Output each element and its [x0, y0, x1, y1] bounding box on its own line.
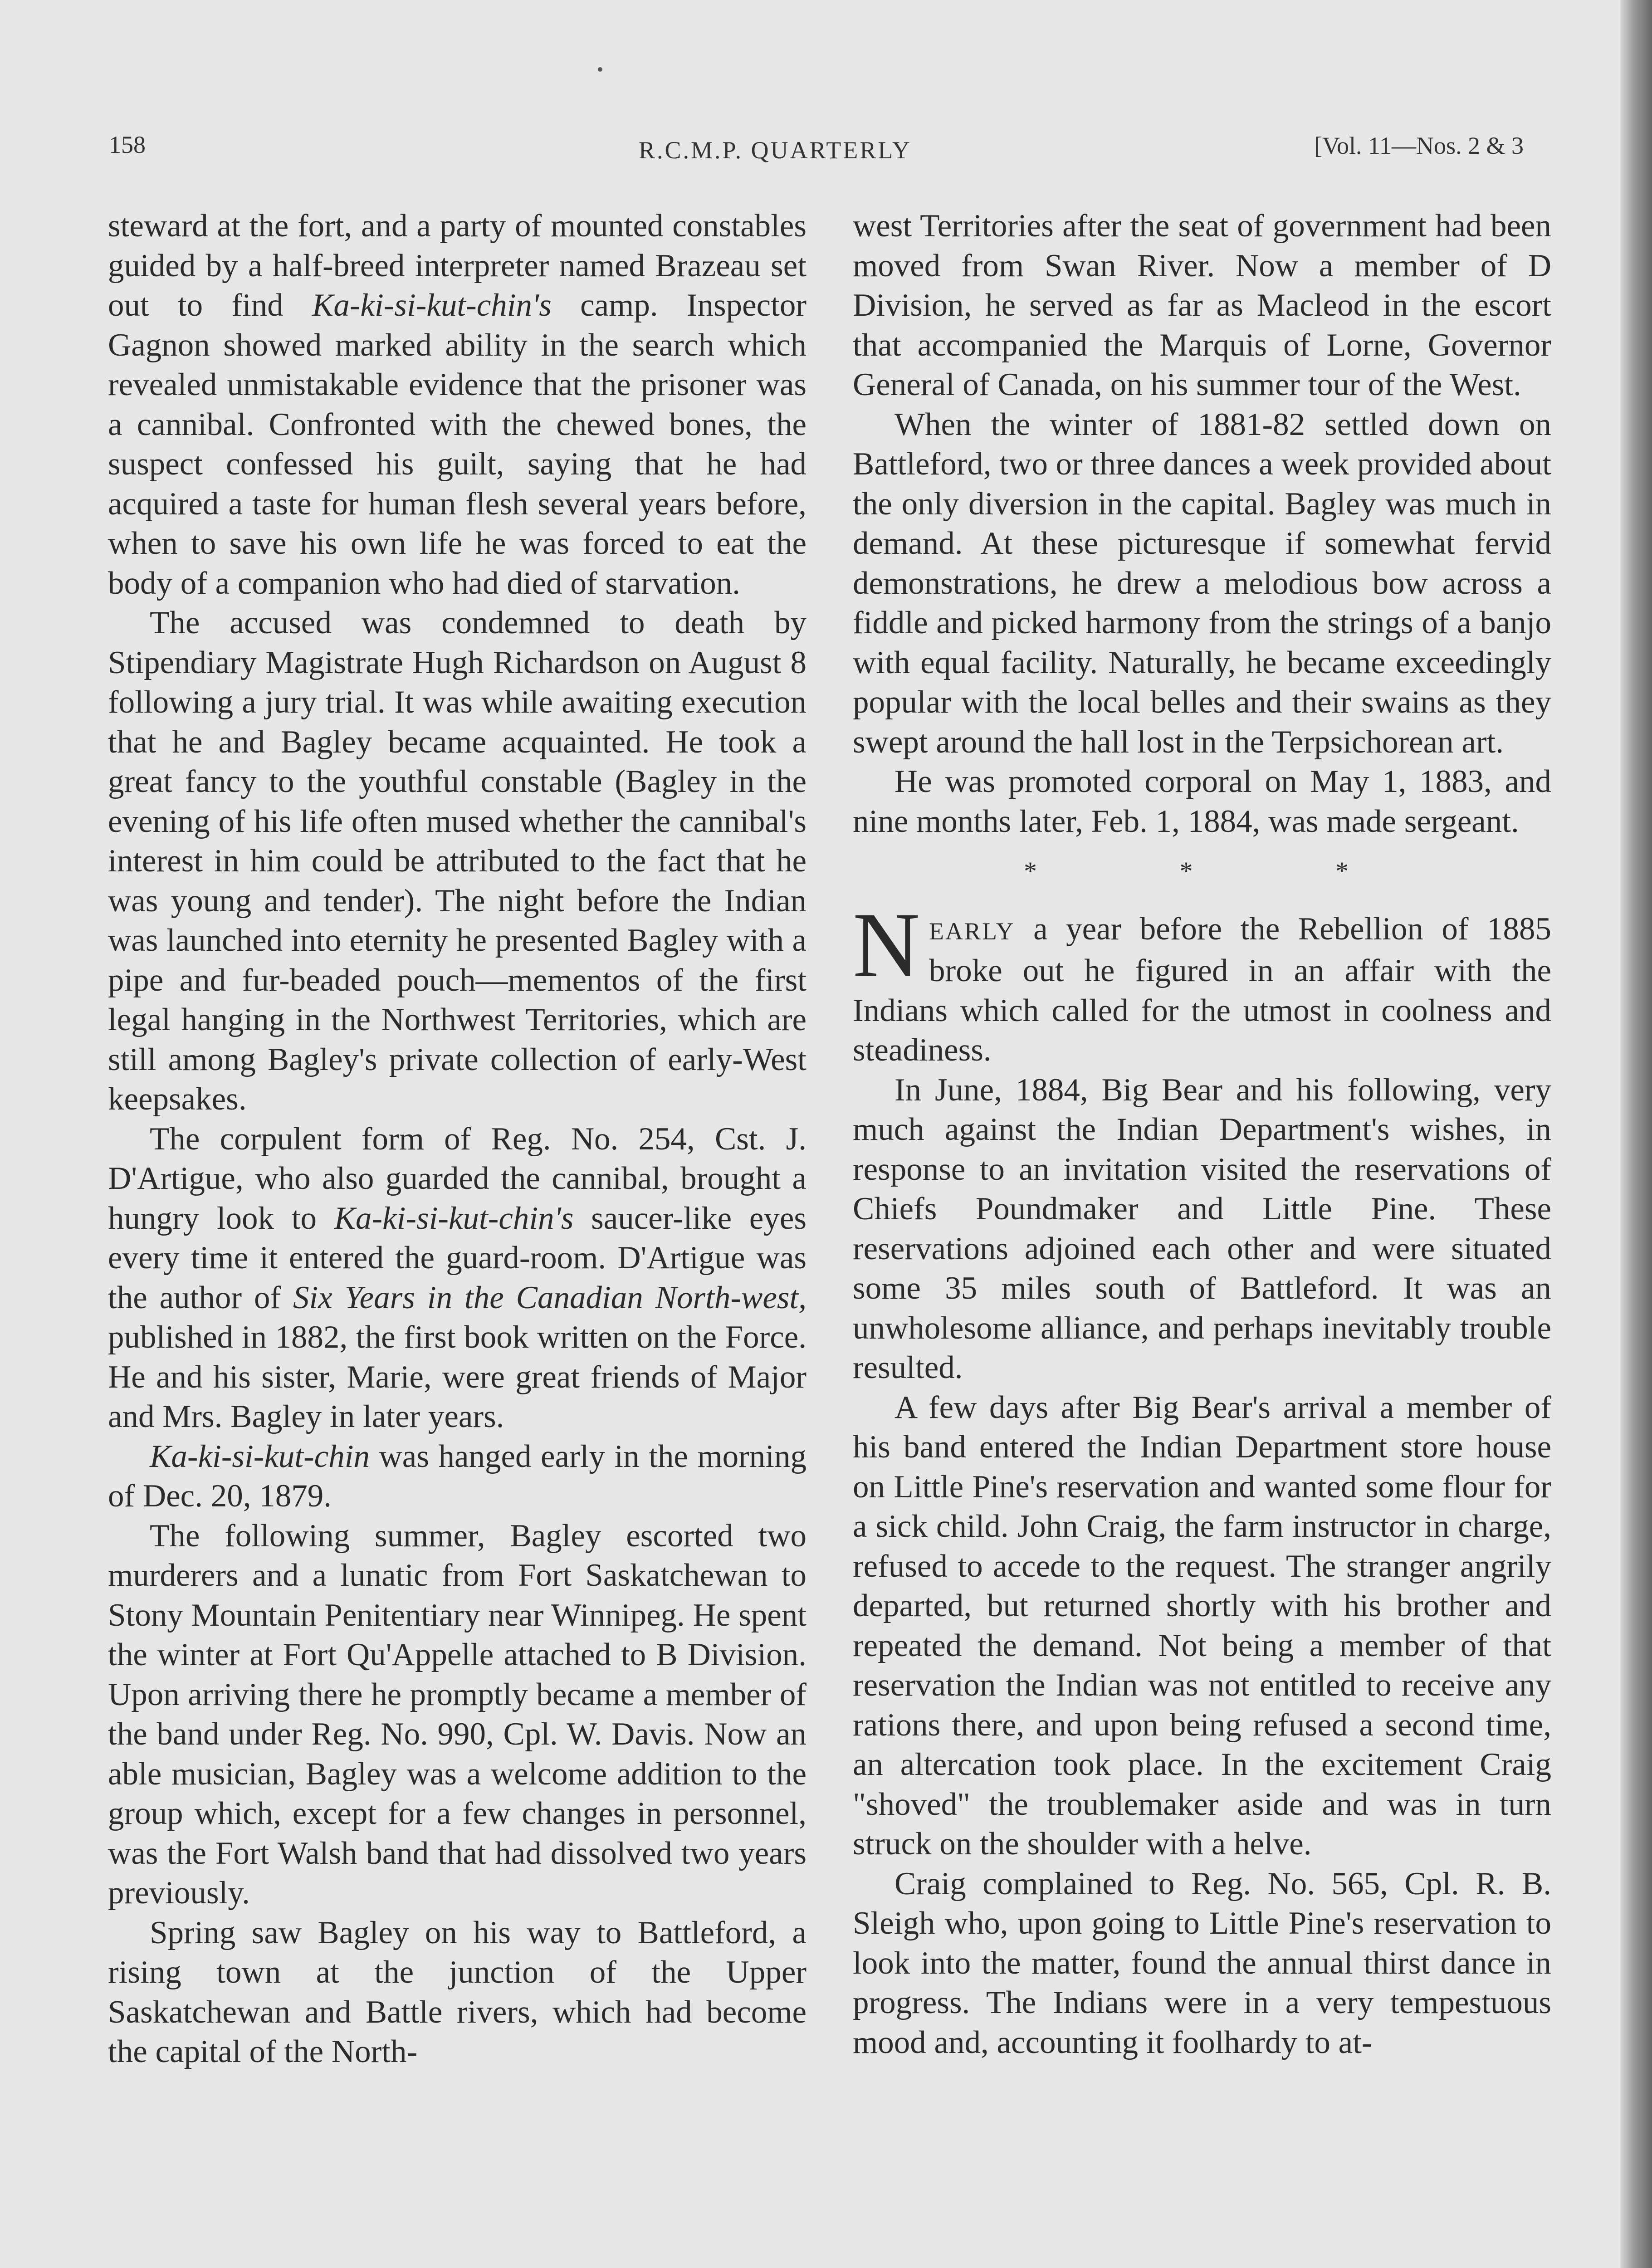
- paragraph: Spring saw Bagley on his way to Battleford, a rising town at the junction of the Upper Saskatchewan and Battle rivers, which had become the capital of the North-: [108, 1915, 806, 2069]
- text-run: a year before the Rebellion of 1885 broke out he figured in an affair with the Indians which called for the utmost in coolness and steadiness.: [853, 911, 1551, 1068]
- text-run: published in 1882, the first book written on the Force. He and his sister, Marie, were great friends of Major and Mrs. Bagley in later years.: [108, 1320, 806, 1434]
- page-number: 158: [109, 131, 146, 158]
- volume-info: [Vol. 11—Nos. 2 & 3: [1314, 132, 1524, 159]
- italic-name: Ka-ki-si-kut-chin: [150, 1438, 370, 1474]
- paragraph: In June, 1884, Big Bear and his following, very much against the Indian Department's wishes, in response to an invitation visited the reservations of Chiefs Poundmaker and Little Pine. These reservations adjoined each other and were situated some 35 miles south of Battleford. It was an unwholesome alliance, and perhaps inevitably trouble resulted.: [853, 1072, 1551, 1385]
- text-run: was hanged early in the morning of Dec. 20, 1879.: [108, 1438, 806, 1514]
- text-run: steward at the fort, and a party of mounted constables guided by a half-breed interpreter named Brazeau set out to find: [108, 208, 806, 323]
- italic-name: Ka-ki-si-kut-chin's: [334, 1200, 574, 1236]
- paragraph: When the winter of 1881-82 settled down on Battleford, two or three dances a week provided about the only diversion in the capital. Bagley was much in demand. At these picturesque if somewhat fervid demonstrations, he drew a melodious bow across a fiddle and picked harmony from the strings of a banjo with equal facility. Naturally, he became exceedingly popular with the local belles and their swains as they swept around the hall lost in the Terpsichorean art.: [853, 406, 1551, 760]
- drop-cap: N: [853, 893, 920, 997]
- paragraph: A few days after Big Bear's arrival a member of his band entered the Indian Department store house on Little Pine's reservation and wanted some flour for a sick child. John Craig, the farm instructor in charge, refused to accede to the request. The stranger angrily departed, but returned shortly with his brother and repeated the demand. Not being a member of that reservation the Indian was not entitled to receive any rations there, and upon being refused a second time, an altercation took place. In the excitement Craig "shoved" the troublemaker aside and was in turn struck on the shoulder with a helve.: [853, 1389, 1551, 1862]
- italic-name: Ka-ki-si-kut-chin's: [312, 288, 552, 323]
- paragraph: The accused was condemned to death by Stipendiary Magistrate Hugh Richardson on August 8 following a jury trial. It was while awaiting execution that he and Bagley became acquainted. He took a great fancy to the youthful constable (Bagley in the evening of his life often mused whether the cannibal's interest in him could be attributed to the fact that he was young and tender). The night before the Indian was launched into eternity he presented Bagley with a pipe and fur-beaded pouch—mementos of the first legal hanging in the Northwest Territories, which are still among Bagley's private collection of early-West keepsakes.: [108, 605, 806, 1117]
- paragraph: west Territories after the seat of government had been moved from Swan River. Now a member of D Division, he served as far as Macleod in the escort that accompanied the Marquis of Lorne, Governor General of Canada, on his summer tour of the West.: [853, 208, 1551, 402]
- small-caps-lead: EARLY: [929, 917, 1015, 945]
- paragraph: He was promoted corporal on May 1, 1883, and nine months later, Feb. 1, 1884, was made sergeant.: [853, 764, 1551, 839]
- paragraph: The following summer, Bagley escorted two murderers and a lunatic from Fort Saskatchewan to Stony Mountain Penitentiary near Winnipeg. He spent the winter at Fort Qu'Appelle attached to B Division. Upon arriving there he promptly became a member of the band under Reg. No. 990, Cpl. W. Davis. Now an able musician, Bagley was a welcome addition to the group which, except for a few changes in personnel, was the Fort Walsh band that had dissolved two years previously.: [108, 1518, 806, 1911]
- italic-book-title: Six Years in the Canadian North-west,: [293, 1280, 806, 1315]
- paragraph: [853, 893, 1551, 1070]
- text-run: saucer-like eyes every time it entered the guard-room. D'Artigue was the author of: [108, 1200, 806, 1315]
- running-header: [0, 122, 1652, 177]
- paragraph: [108, 206, 806, 603]
- text-run: The corpulent form of Reg. No. 254, Cst. J. D'Artigue, who also guarded the cannibal, brought a hungry look to: [108, 1121, 806, 1236]
- print-speck: [598, 67, 602, 72]
- right-column: [853, 206, 1551, 2063]
- left-column: [108, 206, 806, 2072]
- paragraph: Craig complained to Reg. No. 565, Cpl. R. B. Sleigh who, upon going to Little Pine's reservation to look into the matter, found the annual thirst dance in progress. The Indians were in a very tempestuous mood and, accounting it foolhardy to at-: [853, 1866, 1551, 2060]
- journal-title: R.C.M.P. QUARTERLY: [639, 137, 912, 164]
- paragraph: [108, 1119, 806, 1437]
- text-run: camp. Inspector Gagnon showed marked ability in the search which revealed unmistakable evidence that the prisoner was a cannibal. Confronted with the chewed bones, the suspect confessed his guilt, saying that he had acquired a taste for human flesh several years before, when to save his own life he was forced to eat the body of a companion who had died of starvation.: [108, 288, 806, 601]
- page-binding-shadow: [1620, 0, 1652, 2268]
- paragraph: [108, 1437, 806, 1516]
- section-separator: * * *: [1024, 856, 1417, 886]
